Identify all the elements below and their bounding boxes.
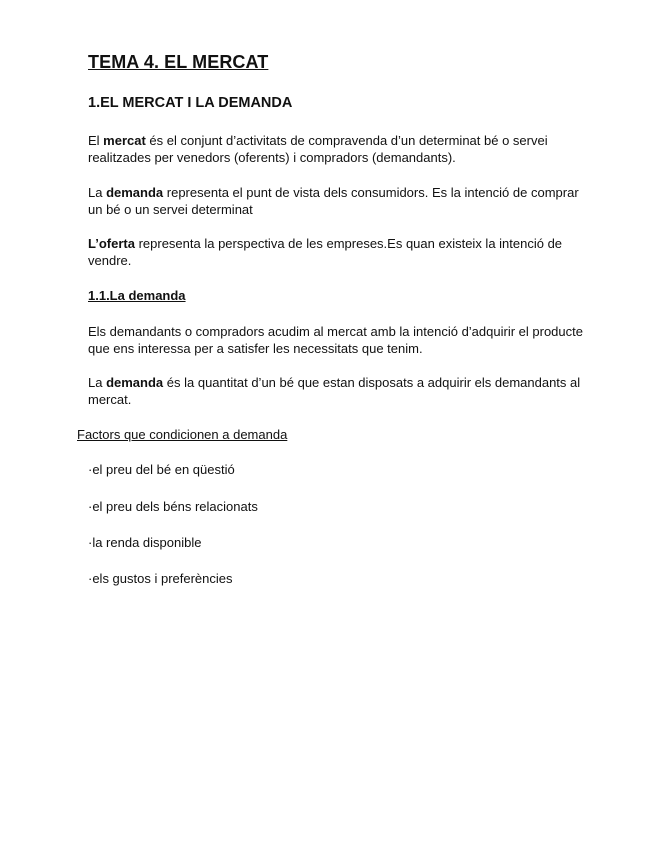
factor-item: ·els gustos i preferències xyxy=(88,571,233,586)
paragraph-text: és la quantitat d’un bé que estan disposats a adquirir els demandants al mercat. xyxy=(88,375,581,407)
paragraph-mercat xyxy=(88,132,588,166)
factor-item: ·la renda disponible xyxy=(88,535,202,550)
subsection-heading: 1.1.La demanda xyxy=(88,288,186,303)
paragraph-demanda xyxy=(88,184,588,218)
paragraph-demanda-definition xyxy=(88,374,588,408)
bold-term: L’oferta xyxy=(88,236,135,251)
bold-term: demanda xyxy=(106,375,164,390)
paragraph-text: El xyxy=(88,133,104,148)
bold-term: mercat xyxy=(103,133,146,148)
paragraph-oferta xyxy=(88,235,588,269)
paragraph-text: és el conjunt d’activitats de compravenda d’un determinat bé o servei realitzades per venedors (oferents) i compradors (demandants). xyxy=(88,133,548,165)
factors-label: Factors que condicionen a demanda xyxy=(77,427,288,442)
document-title: TEMA 4. EL MERCAT xyxy=(88,52,269,72)
paragraph-text: representa el punt de vista dels consumidors. Es la intenció de comprar un bé o un servei determinat xyxy=(88,185,579,217)
paragraph-text: representa la perspectiva de les empreses.Es quan existeix la intenció de vendre. xyxy=(88,236,563,268)
paragraph-text: La xyxy=(88,185,107,200)
paragraph-demandants: Els demandants o compradors acudim al mercat amb la intenció d’adquirir el producte que ens interessa per a satisfer les necessitats que tenim. xyxy=(88,324,583,356)
paragraph-text: La xyxy=(88,375,107,390)
bold-term: demanda xyxy=(106,185,164,200)
section-heading: 1.EL MERCAT I LA DEMANDA xyxy=(88,95,293,111)
factor-item: ·el preu del bé en qüestió xyxy=(88,462,235,477)
factor-item: ·el preu dels béns relacionats xyxy=(88,499,258,514)
